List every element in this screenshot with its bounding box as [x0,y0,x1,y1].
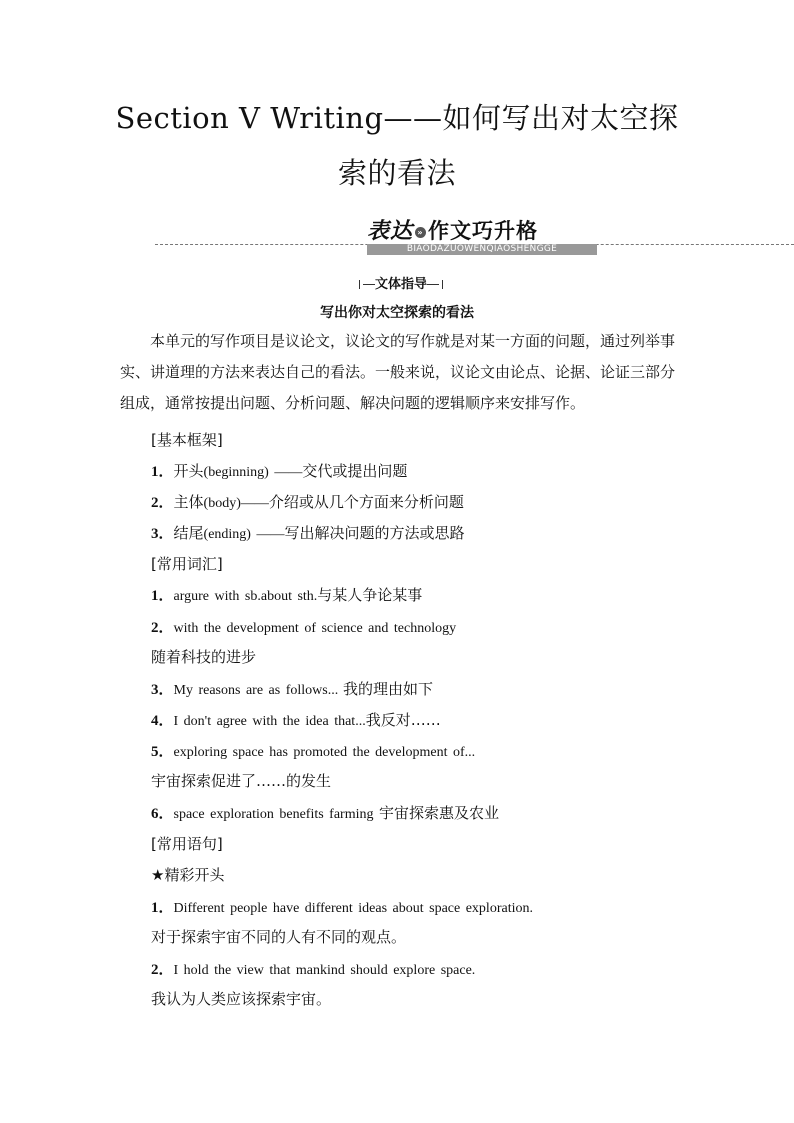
page-title-line-2: 索的看法 [337,156,456,190]
vocab-item-translation: 宇宙探索促进了……的发生 [151,772,332,790]
vocab-item-translation: 随着科技的进步 [151,648,257,666]
banner-heading [367,214,538,245]
vocab-item: 5．exploring space has promoted the development of... [151,744,476,760]
vocab-heading: [常用词汇] [151,555,223,573]
section-banner [0,212,794,260]
vocab-item: 3．My reasons are as follows... 我的理由如下 [151,680,433,698]
sentence-translation: 对于探索宇宙不同的人有不同的观点。 [151,928,407,946]
vocab-item: 2．with the development of science and technology [151,620,457,636]
sentences-subheading: ★精彩开头 [151,866,225,884]
section-tag [359,273,443,292]
framework-item: 3．结尾(ending) ——写出解决问题的方法或思路 [151,524,465,542]
section-tag-label: 文体指导 [375,277,428,292]
sentences-heading: [常用语句] [151,835,223,853]
essay-topic: 写出你对太空探索的看法 [320,305,474,321]
banner-pinyin: BIAODAZUOWENQIAOSHENGGE [367,244,597,255]
page-title-line-1: Section Ⅴ Writing——如何写出对太空探 [115,101,679,135]
framework-item: 2．主体(body)——介绍或从几个方面来分析问题 [151,493,464,511]
framework-item: 1．开头(beginning) ——交代或提出问题 [151,462,408,480]
sentence-item: 2．I hold the view that mankind should explore space. [151,962,476,978]
sentence-translation: 我认为人类应该探索宇宙。 [151,990,332,1008]
vocab-item: 1．argure with sb.about sth.与某人争论某事 [151,586,423,604]
double-chevron-right-icon: » [415,227,426,238]
intro-paragraph: 本单元的写作项目是议论文，议论文的写作就是对某一方面的问题，通过列举事实、讲道理的方法来表达自己的看法。一般来说，议论文由论点、论据、论证三部分组成，通常按提出问题、分析问题、解决问题的逻辑顺序来安排写作。 [120,332,676,412]
vocab-item: 4．I don't agree with the idea that...我反对…… [151,711,441,729]
banner-bold-text: 表达 [367,219,414,244]
vocab-item: 6．space exploration benefits farming 宇宙探索惠及农业 [151,804,500,822]
sentence-item: 1．Different people have different ideas about space exploration. [151,900,533,916]
framework-heading: [基本框架] [151,431,223,449]
banner-main-text: 作文巧升格 [428,219,539,243]
